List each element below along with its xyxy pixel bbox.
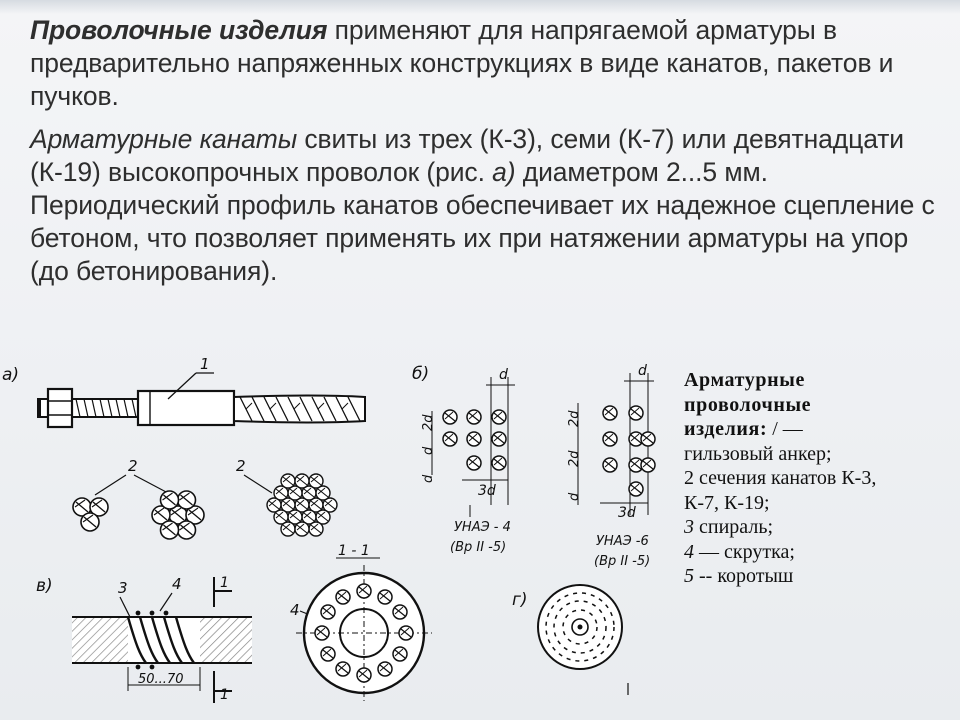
caption-item-1: гильзовый анкер; bbox=[684, 442, 832, 465]
figure-reference: а) bbox=[492, 157, 516, 187]
figure-v-spiral bbox=[36, 575, 252, 703]
figure-a-sleeve-anchor bbox=[2, 355, 365, 427]
section-label: 1 - 1 bbox=[338, 543, 370, 559]
cut-label-top: 1 bbox=[220, 575, 229, 591]
section-k3 bbox=[73, 498, 108, 531]
caption-item-4 bbox=[684, 540, 954, 565]
label-num-1: 1 bbox=[200, 355, 210, 373]
term-wire-products: Проволочные изделия bbox=[30, 15, 328, 45]
caption-title-line-1: Арматурные bbox=[684, 369, 805, 391]
caption-line-3 bbox=[684, 417, 954, 442]
slide-body-text bbox=[30, 14, 952, 288]
caption-item-2a: 2 сечения канатов К-3, bbox=[684, 467, 877, 489]
dim-d-left-a: d bbox=[421, 446, 436, 455]
dim-2d-left-a: 2d bbox=[421, 414, 436, 431]
label-num-3: 3 bbox=[118, 579, 128, 597]
caption-item-5 bbox=[684, 564, 954, 589]
caption-item-4-text: — скрутка; bbox=[694, 540, 795, 563]
cut-label-bottom: 1 bbox=[220, 687, 229, 703]
paragraph-2-text: свиты из трех (К-3), семи (К-7) или девятнадцати (К-19) высокопрочных проволок (рис. bbox=[30, 124, 905, 187]
label-num-4: 4 bbox=[172, 575, 182, 593]
code-vrii-5-a: (Вр II -5) bbox=[450, 540, 507, 555]
dim-2d-right-b: 2d bbox=[567, 450, 582, 467]
caption-item-4-num: 4 bbox=[684, 540, 694, 563]
figure-section-1-1 bbox=[290, 543, 432, 701]
section-k19 bbox=[267, 474, 337, 536]
label-figure-g: г) bbox=[512, 590, 528, 610]
dim-d-left-b: d bbox=[421, 474, 436, 483]
figure-g-short-rod bbox=[512, 585, 628, 695]
paragraph-1-text: применяют для напрягаемой арматуры в предварительно напряженных конструкциях в виде канатов, пакетов и пучков. bbox=[30, 15, 894, 111]
caption-item-3-num: 3 bbox=[684, 516, 694, 538]
dim-d-top-left: d bbox=[499, 367, 508, 383]
caption-item-1-marker: / — bbox=[767, 418, 803, 440]
dim-3d-right: 3d bbox=[618, 505, 636, 521]
rope-cross-sections bbox=[73, 457, 337, 539]
code-vrii-5-b: (Вр II -5) bbox=[594, 554, 651, 569]
code-unae-6: УНАЭ -6 bbox=[596, 534, 649, 549]
label-num-2a: 2 bbox=[128, 457, 138, 475]
dim-d-right-a: d bbox=[567, 492, 582, 501]
label-figure-v: в) bbox=[36, 576, 53, 596]
dim-3d-left: 3d bbox=[478, 483, 496, 499]
term-reinforcement-ropes: Арматурные канаты bbox=[30, 124, 298, 154]
figure-b-wire-packages bbox=[412, 363, 655, 569]
paragraph-1 bbox=[30, 14, 952, 113]
label-figure-b: б) bbox=[412, 364, 430, 384]
figure-caption bbox=[684, 368, 954, 589]
label-num-4-section: 4 bbox=[290, 601, 300, 619]
caption-item-3 bbox=[684, 515, 954, 540]
label-num-2b: 2 bbox=[236, 457, 246, 475]
caption-item-3-text: спираль; bbox=[694, 516, 773, 538]
caption-item-2b: К-7, К-19; bbox=[684, 491, 770, 514]
dim-2d-right-a: 2d bbox=[567, 410, 582, 427]
caption-title-line-2: проволочные bbox=[684, 393, 812, 416]
caption-title-line-3: изделия: bbox=[684, 418, 768, 440]
section-k7 bbox=[152, 491, 204, 539]
paragraph-2-text-end: диаметром 2...5 мм. Периодический профиль канатов обеспечивает их надежное сцепление с бетоном, что позволяет применять их при натяжении арматуры на упор (до бетонирования). bbox=[30, 157, 935, 286]
code-unae-4: УНАЭ - 4 bbox=[454, 520, 511, 535]
dim-span: 50...70 bbox=[138, 672, 184, 687]
caption-item-5-num: 5 bbox=[684, 565, 694, 587]
dim-d-top-right: d bbox=[638, 363, 647, 379]
caption-item-5-text: -- коротыш bbox=[694, 565, 794, 587]
label-figure-a: а) bbox=[2, 365, 20, 385]
paragraph-2 bbox=[30, 123, 952, 288]
